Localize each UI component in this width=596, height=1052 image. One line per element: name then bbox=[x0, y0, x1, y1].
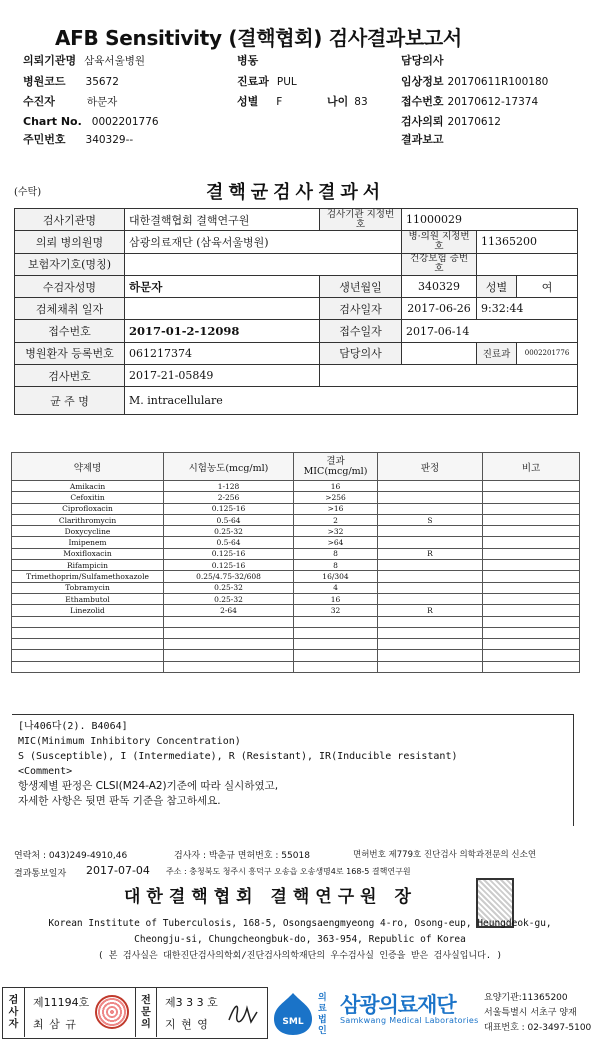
drug-table-header bbox=[12, 453, 580, 481]
form-label: 병원환자 등록번호 bbox=[15, 342, 125, 364]
drug-cell: 2-256 bbox=[164, 492, 294, 503]
sex-value: F bbox=[276, 96, 283, 108]
sex-label: 성별 bbox=[237, 95, 259, 108]
drug-cell: 32 bbox=[294, 605, 378, 616]
form-value: 11365200 bbox=[477, 231, 578, 253]
examiner-label-text: 검사자 bbox=[8, 994, 19, 1030]
brand-logo bbox=[272, 989, 592, 1039]
drug-cell bbox=[164, 661, 294, 672]
drug-cell bbox=[12, 616, 164, 627]
form-label: 균 주 명 bbox=[15, 387, 125, 415]
drug-cell: Moxifloxacin bbox=[12, 548, 164, 559]
drug-cell bbox=[164, 616, 294, 627]
drug-header-cell: 판정 bbox=[378, 453, 483, 481]
form-value bbox=[320, 365, 578, 387]
drug-cell bbox=[483, 481, 580, 492]
drug-cell bbox=[378, 593, 483, 604]
form-value: 하문자 bbox=[125, 275, 320, 297]
receipt-no-label: 접수번호 bbox=[401, 95, 444, 108]
footer-address-kr: 주소 : 충청북도 청주시 흥덕구 오송읍 오송생명4로 168-5 결핵연구원 bbox=[166, 867, 411, 876]
specialist-license: 제3 3 3 호 bbox=[165, 996, 218, 1009]
contact-line: 서울특별시 서초구 양재 bbox=[484, 1008, 577, 1018]
form-value: 삼광의료재단 (삼육서울병원) bbox=[125, 231, 402, 253]
patient-row bbox=[23, 93, 117, 111]
drug-cell: 2-64 bbox=[164, 605, 294, 616]
patient-value: 하문자 bbox=[86, 96, 118, 108]
drug-cell: 8 bbox=[294, 560, 378, 571]
drug-cell bbox=[378, 526, 483, 537]
form-value: 2017-06-26 bbox=[402, 298, 477, 320]
drug-row bbox=[12, 514, 580, 525]
drug-cell: 0.5-64 bbox=[164, 514, 294, 525]
form-label: 담당의사 bbox=[320, 342, 402, 364]
form-value: 2017-21-05849 bbox=[125, 365, 320, 387]
form-label: 검체채취 일자 bbox=[15, 298, 125, 320]
doctor-label: 담당의사 bbox=[401, 54, 444, 67]
drug-cell: Rifampicin bbox=[12, 560, 164, 571]
drug-row bbox=[12, 548, 580, 559]
form-label: 병·의원 지정번호 bbox=[402, 231, 477, 253]
drug-cell bbox=[378, 650, 483, 661]
form-row bbox=[15, 209, 578, 231]
drug-cell: 0.5-64 bbox=[164, 537, 294, 548]
notes-line: 항생제별 판정은 CLSI(M24-A2)기준에 따라 실시하였고, bbox=[18, 780, 279, 792]
drug-row bbox=[12, 537, 580, 548]
hospital-code-value: 35672 bbox=[85, 76, 119, 88]
rrn-value: 340329-- bbox=[85, 134, 134, 146]
drug-row bbox=[12, 627, 580, 638]
dept-value: PUL bbox=[276, 76, 297, 88]
drug-cell: 0.25/4.75-32/608 bbox=[164, 571, 294, 582]
drug-cell: 4 bbox=[294, 582, 378, 593]
drug-cell: 1-128 bbox=[164, 481, 294, 492]
form-value: 0002201776 bbox=[517, 342, 578, 364]
drug-row bbox=[12, 526, 580, 537]
drug-cell bbox=[378, 639, 483, 650]
specialist-label-text: 전문의 bbox=[141, 994, 151, 1030]
form-row bbox=[15, 342, 578, 364]
drug-cell: 8 bbox=[294, 548, 378, 559]
drug-cell: 16 bbox=[294, 481, 378, 492]
footer-license: 면허번호 제779호 진단검사 의학과전문의 신소연 bbox=[353, 850, 537, 860]
drug-row bbox=[12, 650, 580, 661]
drug-cell bbox=[12, 661, 164, 672]
form-row bbox=[15, 275, 578, 297]
specialist-label bbox=[135, 988, 157, 1037]
form-label: 건강보험 증번호 bbox=[402, 253, 477, 275]
receipt-no-value: 20170612-17374 bbox=[447, 96, 539, 108]
request-value: 20170612 bbox=[447, 116, 501, 128]
form-value bbox=[477, 253, 578, 275]
drug-row bbox=[12, 503, 580, 514]
drug-cell bbox=[378, 560, 483, 571]
drug-cell: Trimethoprim/Sulfamethoxazole bbox=[12, 571, 164, 582]
drug-row bbox=[12, 571, 580, 582]
institute-name: 대한결핵협회 결핵연구원 장 bbox=[124, 887, 417, 907]
form-row bbox=[15, 298, 578, 320]
institution-row bbox=[23, 52, 145, 70]
notes-line: 자세한 사항은 뒷면 판독 기준을 참고하세요. bbox=[18, 795, 221, 807]
drug-cell: 0.25-32 bbox=[164, 593, 294, 604]
form-value bbox=[125, 253, 402, 275]
drug-cell: 0.25-32 bbox=[164, 582, 294, 593]
brand-name: 삼광의료재단 bbox=[340, 993, 456, 1017]
drug-cell: 0.125-16 bbox=[164, 560, 294, 571]
form-label: 검사기관 지정번호 bbox=[320, 209, 402, 231]
brand-contact bbox=[484, 991, 591, 1036]
form-label: 접수일자 bbox=[320, 320, 402, 342]
drug-row bbox=[12, 582, 580, 593]
drug-header-cell: 비고 bbox=[483, 453, 580, 481]
report-label: 결과보고 bbox=[401, 133, 444, 146]
form-value: 2017-01-2-12098 bbox=[125, 320, 320, 342]
report-title: AFB Sensitivity (결핵협회) 검사결과보고서 bbox=[55, 26, 462, 50]
drug-cell bbox=[483, 548, 580, 559]
form-value bbox=[402, 342, 477, 364]
notes-line: S (Susceptible), I (Intermediate), R (Resistant), IR(Inducible resistant) bbox=[18, 751, 458, 762]
hospital-code-label: 병원코드 bbox=[23, 75, 66, 88]
drug-cell bbox=[483, 616, 580, 627]
form-value: 9:32:44 bbox=[477, 298, 578, 320]
doctor-row bbox=[401, 52, 452, 70]
age-label: 나이 bbox=[327, 95, 349, 108]
drug-cell: Doxycycline bbox=[12, 526, 164, 537]
form-value: 11000029 bbox=[402, 209, 578, 231]
brand-subtitle: Samkwang Medical Laboratories bbox=[340, 1016, 479, 1025]
form-row bbox=[15, 365, 578, 387]
drug-cell bbox=[378, 537, 483, 548]
chart-label: Chart No. bbox=[23, 115, 82, 128]
examiner-name: 최 삼 규 bbox=[33, 1018, 77, 1031]
drug-cell bbox=[12, 639, 164, 650]
contact-line: 요양기관:11365200 bbox=[484, 993, 568, 1003]
drug-cell bbox=[294, 616, 378, 627]
specialist-name: 지 현 영 bbox=[165, 1018, 209, 1031]
request-label: 검사의뢰 bbox=[401, 115, 444, 128]
drug-cell: Ciprofloxacin bbox=[12, 503, 164, 514]
scanned-report bbox=[6, 178, 589, 982]
notes-code: [나406다(2). B4064] bbox=[18, 721, 128, 732]
form-value: 340329 bbox=[402, 275, 477, 297]
drug-row bbox=[12, 593, 580, 604]
drug-cell: R bbox=[378, 548, 483, 559]
sml-logo-text: SML bbox=[282, 1017, 304, 1027]
drug-cell bbox=[483, 605, 580, 616]
sex-row bbox=[237, 93, 282, 111]
rrn-row bbox=[23, 131, 133, 149]
form-value: 061217374 bbox=[125, 342, 320, 364]
drug-cell: 0.25-32 bbox=[164, 526, 294, 537]
drug-cell: S bbox=[378, 514, 483, 525]
footer-contact: 연락처 : 043)249-4910,46 bbox=[14, 851, 128, 861]
contact-line: 대표번호 : 02-3497-5100 bbox=[484, 1023, 592, 1033]
form-label: 검사일자 bbox=[320, 298, 402, 320]
drug-cell bbox=[483, 639, 580, 650]
drug-row bbox=[12, 481, 580, 492]
drug-cell bbox=[378, 481, 483, 492]
drug-cell bbox=[483, 503, 580, 514]
institution-value: 삼육서울병원 bbox=[84, 55, 145, 67]
age-row bbox=[327, 93, 368, 111]
ward-row bbox=[237, 52, 266, 70]
notes-line: <Comment> bbox=[18, 766, 73, 777]
form-value: 여 bbox=[517, 275, 578, 297]
patient-label: 수진자 bbox=[23, 95, 55, 108]
drug-cell bbox=[483, 661, 580, 672]
drug-cell: Linezolid bbox=[12, 605, 164, 616]
strain-value: M. intracellulare bbox=[125, 387, 578, 415]
drug-cell: Imipenem bbox=[12, 537, 164, 548]
form-label: 보험자기호(명칭) bbox=[15, 253, 125, 275]
form-row bbox=[15, 387, 578, 415]
drug-row bbox=[12, 616, 580, 627]
drug-cell: 0.125-16 bbox=[164, 548, 294, 559]
clinical-info-row bbox=[401, 73, 548, 91]
address-line: Korean Institute of Tuberculosis, 168-5, Osongsaengmyeong 4-ro, Osong-eup, Heungdeok-gu, bbox=[48, 918, 552, 929]
doc-title: 결핵균검사결과서 bbox=[206, 182, 386, 203]
footer-examiner: 검사자 : 박춘규 면허번호 : 55018 bbox=[174, 851, 310, 861]
dept-label: 진료과 bbox=[237, 75, 269, 88]
drug-cell bbox=[483, 571, 580, 582]
form-label: 수검자성명 bbox=[15, 275, 125, 297]
drug-cell bbox=[164, 650, 294, 661]
sml-logo-icon bbox=[272, 991, 314, 1037]
drug-cell bbox=[483, 514, 580, 525]
examiner-license: 제11194호 bbox=[33, 996, 90, 1009]
chart-value: 0002201776 bbox=[91, 116, 159, 128]
drug-cell bbox=[378, 582, 483, 593]
chart-row bbox=[23, 113, 159, 131]
drug-cell bbox=[483, 582, 580, 593]
drug-cell bbox=[483, 593, 580, 604]
drug-cell bbox=[378, 661, 483, 672]
drug-cell bbox=[294, 661, 378, 672]
form-row bbox=[15, 253, 578, 275]
brand-badge: 의료법인 bbox=[318, 993, 327, 1036]
english-address bbox=[30, 916, 570, 964]
drug-cell bbox=[378, 616, 483, 627]
drug-cell bbox=[483, 650, 580, 661]
ward-label: 병동 bbox=[237, 54, 259, 67]
certify-line: ( 본 검사실은 대한진단검사의학회/진단검사의학재단의 우수검사실 인증을 받은 검사실입니다. ) bbox=[97, 951, 503, 961]
form-label: 성별 bbox=[477, 275, 517, 297]
drug-cell: 16/304 bbox=[294, 571, 378, 582]
drug-cell: 2 bbox=[294, 514, 378, 525]
drug-row bbox=[12, 560, 580, 571]
notes-line: MIC(Minimum Inhibitory Concentration) bbox=[18, 736, 241, 747]
form-row bbox=[15, 231, 578, 253]
examiner-stamp bbox=[95, 995, 129, 1029]
examiner-label bbox=[3, 988, 25, 1037]
drug-cell bbox=[164, 627, 294, 638]
drug-cell bbox=[12, 650, 164, 661]
drug-row bbox=[12, 605, 580, 616]
report-row bbox=[401, 131, 452, 149]
drug-cell bbox=[294, 639, 378, 650]
drug-cell: Ethambutol bbox=[12, 593, 164, 604]
drug-header-cell: 결과 MIC(mcg/ml) bbox=[294, 453, 378, 481]
drug-cell bbox=[483, 627, 580, 638]
signoff-box bbox=[2, 987, 268, 1039]
drug-cell bbox=[378, 571, 483, 582]
drug-cell: Cefoxitin bbox=[12, 492, 164, 503]
address-line: Cheongju-si, Chungcheongbuk-do, 363-954, Republic of Korea bbox=[134, 934, 466, 945]
drug-cell bbox=[294, 650, 378, 661]
signature-icon bbox=[225, 998, 261, 1028]
drug-cell: Amikacin bbox=[12, 481, 164, 492]
receipt-mark: (수탁) bbox=[14, 187, 42, 198]
rrn-label: 주민번호 bbox=[23, 133, 66, 146]
receipt-no-row bbox=[401, 93, 538, 111]
clinical-info-value: 20170611R100180 bbox=[447, 76, 549, 88]
drug-cell bbox=[483, 537, 580, 548]
drug-cell bbox=[294, 627, 378, 638]
form-label: 생년월일 bbox=[320, 275, 402, 297]
drug-header-cell: 약제명 bbox=[12, 453, 164, 481]
drug-cell: >256 bbox=[294, 492, 378, 503]
drug-cell bbox=[378, 627, 483, 638]
dept-row bbox=[237, 73, 297, 91]
patient-form-table bbox=[14, 208, 578, 415]
drug-cell: >16 bbox=[294, 503, 378, 514]
drug-cell bbox=[378, 503, 483, 514]
drug-cell bbox=[483, 560, 580, 571]
age-value: 83 bbox=[354, 96, 368, 108]
drug-cell: Clarithromycin bbox=[12, 514, 164, 525]
form-row bbox=[15, 320, 578, 342]
drug-cell: 0.125-16 bbox=[164, 503, 294, 514]
drug-header-cell: 시험농도(mcg/ml) bbox=[164, 453, 294, 481]
notify-label: 결과통보일자 bbox=[14, 869, 67, 879]
drug-row bbox=[12, 492, 580, 503]
drug-table bbox=[11, 452, 580, 673]
request-row bbox=[401, 113, 501, 131]
drug-row bbox=[12, 661, 580, 672]
drug-cell: R bbox=[378, 605, 483, 616]
notify-date: 2017-07-04 bbox=[86, 864, 150, 877]
form-label: 검사번호 bbox=[15, 365, 125, 387]
form-label: 접수번호 bbox=[15, 320, 125, 342]
clinical-info-label: 임상정보 bbox=[401, 75, 444, 88]
drug-cell: >64 bbox=[294, 537, 378, 548]
form-label: 의뢰 병의원명 bbox=[15, 231, 125, 253]
form-value: 2017-06-14 bbox=[402, 320, 578, 342]
notes-box bbox=[12, 714, 574, 826]
drug-cell: 16 bbox=[294, 593, 378, 604]
drug-cell bbox=[483, 492, 580, 503]
form-value bbox=[125, 298, 320, 320]
drug-cell bbox=[164, 639, 294, 650]
drug-row bbox=[12, 639, 580, 650]
drug-cell bbox=[483, 526, 580, 537]
form-label: 검사기관명 bbox=[15, 209, 125, 231]
institution-label: 의뢰기관명 bbox=[23, 54, 77, 67]
drug-cell bbox=[12, 627, 164, 638]
drug-cell: >32 bbox=[294, 526, 378, 537]
hospital-code-row bbox=[23, 73, 119, 91]
drug-cell: Tobramycin bbox=[12, 582, 164, 593]
form-value: 대한결핵협회 결핵연구원 bbox=[125, 209, 320, 231]
form-label: 진료과 bbox=[477, 342, 517, 364]
drug-cell bbox=[378, 492, 483, 503]
